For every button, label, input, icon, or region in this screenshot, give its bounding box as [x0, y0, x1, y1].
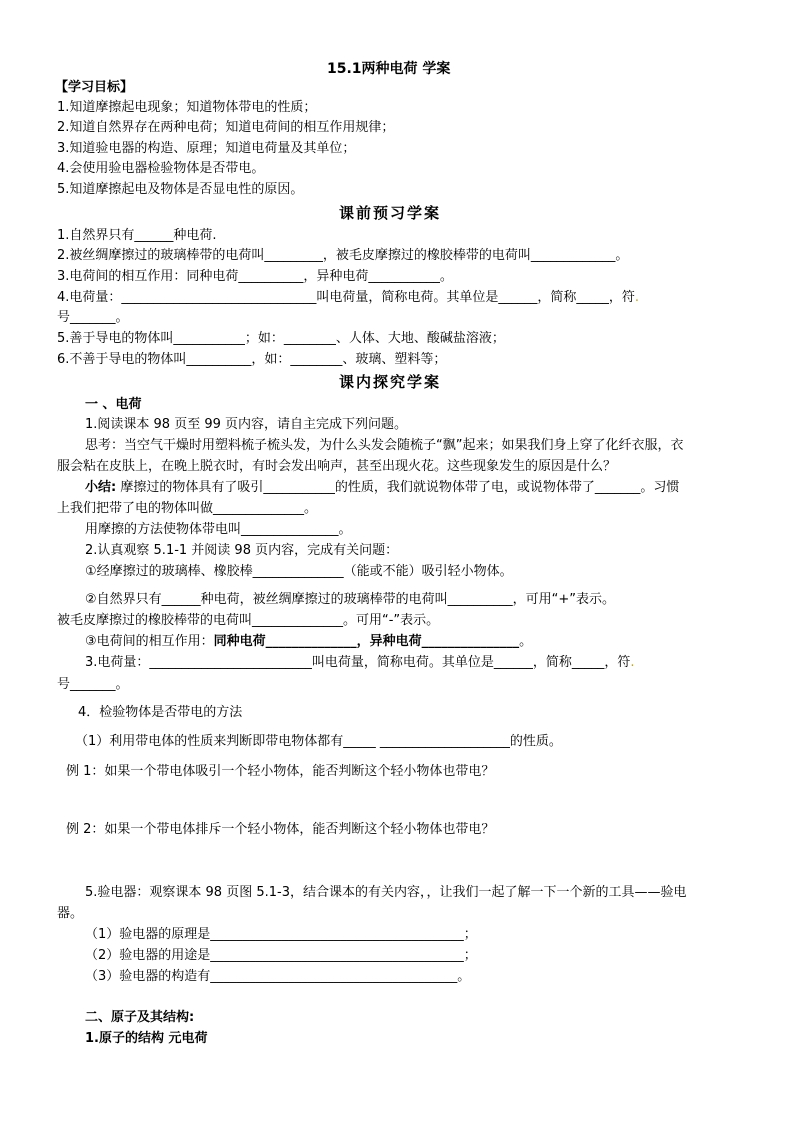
preview-question-text: 4.电荷量：______________________________叫电荷量，简称电荷。其单位是______，简称_____，符: [57, 290, 635, 305]
explore-text: [85, 633, 532, 651]
example-question: 例 1：如果一个带电体吸引一个轻小物体，能否判断这个轻小物体也带电？: [66, 764, 495, 779]
explore-text: 2.认真观察 5.1-1 并阅读 98 页内容，完成有关问题：: [85, 543, 399, 558]
explore-text: ②自然界只有______种电荷，被丝绸摩擦过的玻璃棒带的电荷叫__________，可用“+”表示。: [85, 592, 616, 607]
explore-text: 3.电荷量：_________________________叫电荷量，简称电荷。其单位是______，简称_____，符.: [85, 655, 635, 670]
explore-text: （2）验电器的用途是_______________________________________；: [85, 948, 477, 963]
explore-section-heading: 课内探究学案: [339, 373, 442, 391]
explore-text: ①经摩擦过的玻璃棒、橡胶棒______________（能或不能）吸引轻小物体。: [85, 564, 513, 579]
preview-question: 3.电荷间的相互作用：同种电荷__________，异种电荷___________。: [57, 269, 453, 284]
explore-text: 被毛皮摩擦过的橡胶棒带的电荷叫______________。可用“-”表示。: [57, 613, 440, 628]
charge-definition: 3.电荷量：_________________________叫电荷量，简称电荷。其单位是______，简称_____，符: [85, 655, 631, 670]
preview-question: 1.自然界只有______种电荷.: [57, 228, 217, 243]
preview-question: 4.电荷量：______________________________叫电荷量，简称电荷。其单位是______，简称_____，符.: [57, 290, 640, 305]
example-question: 例 2：如果一个带电体排斥一个轻小物体，能否判断这个轻小物体也带电？: [66, 822, 495, 837]
interaction-end: 。: [519, 634, 533, 649]
summary-text: 摩擦过的物体具有了吸引___________的性质，我们就说物体带了电，或说物体带了_______。习惯: [116, 480, 680, 495]
explore-text: 号_______。: [57, 677, 129, 692]
explore-text: [85, 479, 679, 497]
subsection-heading: 1.原子的结构 元电荷: [85, 1031, 208, 1046]
explore-text: （1）验电器的原理是_______________________________________；: [85, 927, 477, 942]
subsection-heading: 二、原子及其结构:: [85, 1010, 195, 1025]
goal-item: 4.会使用验电器检验物体是否带电。: [57, 161, 265, 176]
explore-text: 4．检验物体是否带电的方法: [78, 705, 243, 720]
preview-section-heading: 课前预习学案: [339, 204, 442, 222]
subsection-heading: 一 、电荷: [85, 397, 142, 412]
interaction-blanks: 同种电荷______________，异种电荷_______________: [213, 634, 520, 649]
goals-header: 【学习目标】: [55, 80, 134, 95]
explore-text: 5.验电器：观察课本 98 页图 5.1-3，结合课本的有关内容，，让我们一起了解一下一个新的工具——验电: [85, 885, 687, 900]
explore-text: 服会粘在皮肤上，在晚上脱衣时，有时会发出响声，甚至出现火花。这些现象发生的原因是什么？: [57, 459, 617, 474]
summary-label: 小结:: [85, 480, 117, 495]
page-title: 15.1两种电荷 学案: [327, 61, 451, 77]
goal-item: 2.知道自然界存在两种电荷；知道电荷间的相互作用规律；: [57, 120, 395, 135]
preview-question: 2.被丝绸摩擦过的玻璃棒带的电荷叫_________，被毛皮摩擦过的橡胶棒带的电荷叫_____________。: [57, 248, 629, 263]
goal-item: 5.知道摩擦起电及物体是否显电性的原因。: [57, 182, 304, 197]
explore-text: 器。: [57, 906, 84, 921]
explore-text: （3）验电器的构造有______________________________________。: [85, 969, 471, 984]
preview-question: 号_______。: [57, 310, 129, 325]
explore-text: 1.阅读课本 98 页至 99 页内容，请自主完成下列问题。: [85, 417, 408, 432]
goal-item: 1.知道摩擦起电现象；知道物体带电的性质；: [57, 100, 317, 115]
interaction-label: ③电荷间的相互作用：: [85, 634, 214, 649]
explore-text: 思考：当空气干燥时用塑料梳子梳头发，为什么头发会随梳子“飘”起来；如果我们身上穿了化纤衣服，衣: [85, 438, 684, 453]
preview-question: 5.善于导电的物体叫___________；如：________、人体、大地、酸碱盐溶液；: [57, 331, 505, 346]
explore-text: 上我们把带了电的物体叫做______________。: [57, 501, 318, 516]
explore-text: （1）利用带电体的性质来判断即带电物体都有_____ ____________________的性质。: [75, 734, 562, 749]
goal-item: 3.知道验电器的构造、原理；知道电荷量及其单位；: [57, 141, 356, 156]
preview-question: 6.不善于导电的物体叫__________，如：________、玻璃、塑料等；: [57, 352, 447, 367]
explore-text: 用摩擦的方法使物体带电叫_______________。: [85, 522, 352, 537]
